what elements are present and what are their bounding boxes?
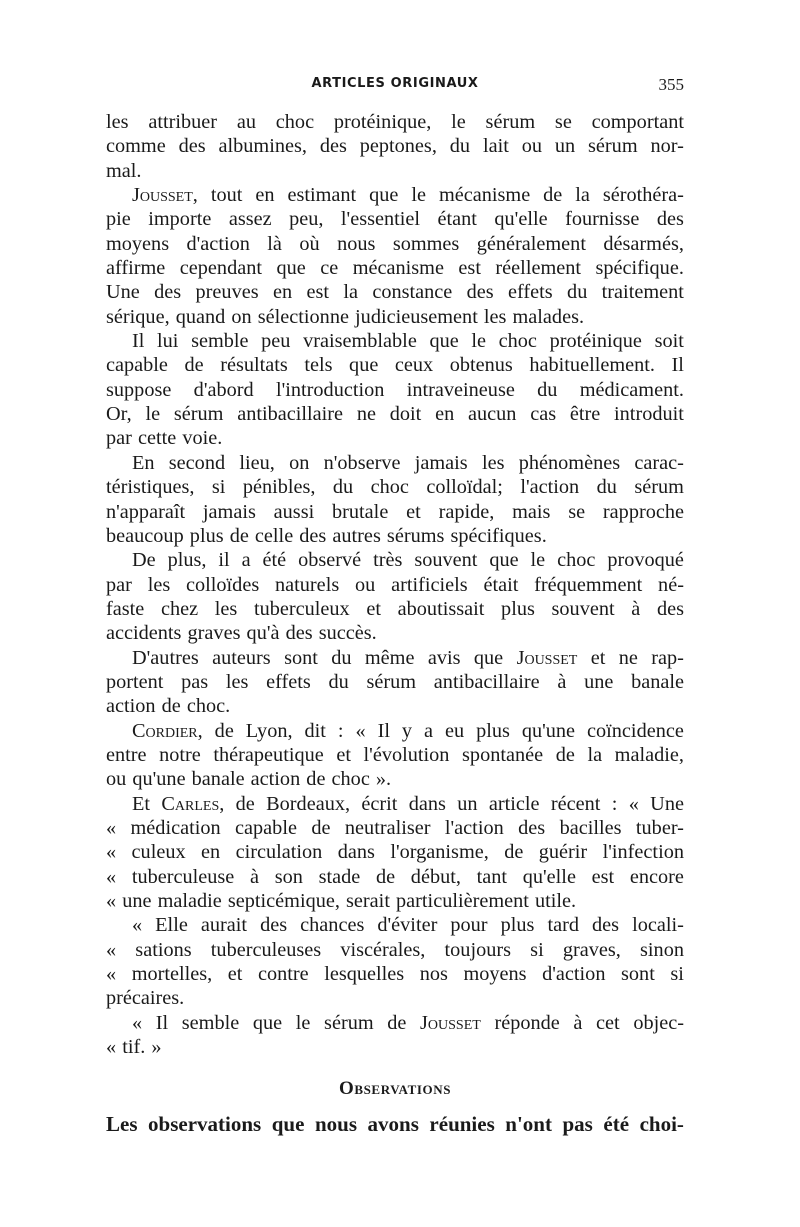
section-heading: Observations (338, 1078, 452, 1100)
text-line: D'autres auteurs sont du même avis que Jousset et ne rap- (132, 646, 684, 669)
text-line: « sations tuberculeuses viscérales, toujours si graves, sinon (106, 938, 684, 961)
text-line: par les colloïdes naturels ou artificiels était fréquemment né- (106, 573, 684, 596)
text-line: « Il semble que le sérum de Jousset réponde à cet objec- (132, 1011, 684, 1034)
running-head (106, 76, 684, 100)
text-line: « tif. » (106, 1036, 162, 1059)
text-line: « culeux en circulation dans l'organisme, de guérir l'infection (106, 841, 684, 864)
text-line: Une des preuves en est la constance des effets du traitement (106, 281, 684, 304)
text-line: pie importe assez peu, l'essentiel étant qu'elle fournisse des (106, 208, 684, 231)
text-line: précaires. (106, 987, 185, 1010)
text-line: Or, le sérum antibacillaire ne doit en aucun cas être introduit (106, 403, 684, 426)
text-line: Et Carles, de Bordeaux, écrit dans un article récent : « Une (132, 792, 684, 815)
text-line: capable de résultats tels que ceux obtenus habituellement. Il (106, 354, 684, 377)
text-line: accidents graves qu'à des succès. (106, 622, 377, 645)
text-line: les attribuer au choc protéinique, le sérum se comportant (106, 111, 684, 133)
text-line: sérique, quand on sélectionne judicieusement les malades. (106, 305, 585, 328)
text-line: affirme cependant que ce mécanisme est réellement spécifique. (106, 257, 684, 280)
text-line: « Elle aurait des chances d'éviter pour plus tard des locali- (132, 914, 684, 937)
text-line: beaucoup plus de celle des autres sérums spécifiques. (106, 524, 547, 547)
text-line: moyens d'action là où nous sommes généralement désarmés, (106, 232, 684, 255)
text-line: Jousset, tout en estimant que le mécanisme de la sérothéra- (132, 184, 684, 207)
text-line: portent pas les effets du sérum antibacillaire à une banale (106, 670, 684, 693)
text-line: « une maladie septicémique, serait particulièrement utile. (106, 890, 577, 912)
text-line: Il lui semble peu vraisemblable que le choc protéinique soit (132, 330, 684, 353)
text-line: « médication capable de neutraliser l'action des bacilles tuber- (106, 816, 684, 839)
section-first-line: Les observations que nous avons réunies n'ont pas été choi- (106, 1111, 684, 1136)
text-line: comme des albumines, des peptones, du lait ou un sérum nor- (106, 135, 684, 158)
text-line: par cette voie. (106, 427, 223, 450)
text-line: De plus, il a été observé très souvent que le choc provoqué (132, 549, 684, 572)
text-line: « mortelles, et contre lesquelles nos moyens d'action sont si (106, 963, 684, 986)
running-title: ARTICLES ORIGINAUX (311, 76, 479, 91)
text-line: Cordier, de Lyon, dit : « Il y a eu plus qu'une coïncidence (132, 719, 684, 742)
text-line: En second lieu, on n'observe jamais les phénomènes carac- (132, 451, 684, 474)
text-line: « tuberculeuse à son stade de début, tant qu'elle est encore (106, 865, 684, 888)
body-text (106, 110, 684, 1136)
text-line: ou qu'une banale action de choc ». (106, 768, 392, 791)
text-line: faste chez les tuberculeux et aboutissait plus souvent à des (106, 597, 684, 620)
text-line: téristiques, si pénibles, du choc colloïdal; l'action du sérum (106, 476, 684, 499)
text-line: entre notre thérapeutique et l'évolution spontanée de la maladie, (106, 743, 684, 766)
text-line: suppose d'abord l'introduction intraveineuse du médicament. (106, 378, 684, 401)
page-number: 355 (658, 75, 684, 94)
text-line: n'apparaît jamais aussi brutale et rapide, mais se rapproche (106, 500, 684, 523)
text-line: mal. (106, 159, 142, 182)
text-line: action de choc. (106, 695, 231, 718)
